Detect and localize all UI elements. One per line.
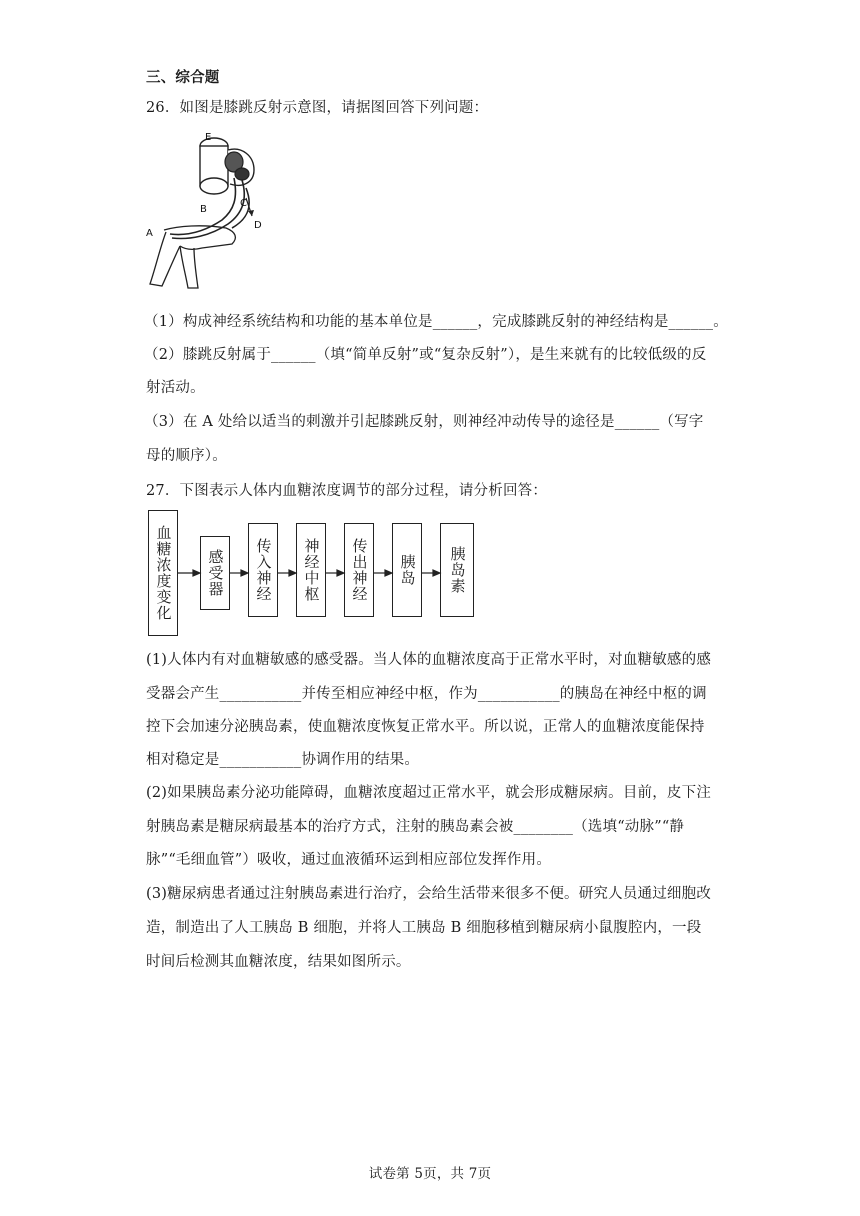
flow-box-pancreatic-islet: 胰岛 <box>392 523 422 617</box>
blood-sugar-regulation-flow <box>146 508 476 638</box>
flow-box-insulin: 胰岛素 <box>440 523 474 617</box>
q27-part1-line4: 相对稳定是___________协调作用的结果。 <box>146 752 420 768</box>
figure-label-a: A <box>146 228 153 239</box>
q27-part2-line2: 射胰岛素是糖尿病最基本的治疗方式，注射的胰岛素会被________（选填“动脉”“静 <box>146 819 685 835</box>
figure-label-b: B <box>200 204 207 215</box>
q26-part3-line1: （3）在 A 处给以适当的刺激并引起膝跳反射，则神经冲动传导的途径是______（写字 <box>144 414 704 430</box>
q27-part3-line1: (3)糖尿病患者通过注射胰岛素进行治疗，会给生活带来很多不便。研究人员通过细胞改 <box>146 886 712 902</box>
figure-label-c: C <box>240 198 247 209</box>
q27-part3-line3: 时间后检测其血糖浓度，结果如图所示。 <box>146 954 411 970</box>
figure-label-e: E <box>205 132 212 143</box>
q27-part1-line3: 控下会加速分泌胰岛素，使血糖浓度恢复正常水平。所以说，正常人的血糖浓度能保持 <box>146 719 705 735</box>
page-footer: 试卷第 5页，共 7页 <box>368 1166 492 1182</box>
question-27-stem: 27．下图表示人体内血糖浓度调节的部分过程，请分析回答： <box>146 483 548 499</box>
flow-box-receptor: 感受器 <box>200 536 230 610</box>
flow-box-efferent-nerve: 传出神经 <box>344 523 374 617</box>
q26-part2-line2: 射活动。 <box>146 380 205 396</box>
section-title: 三、综合题 <box>146 69 220 86</box>
question-26-stem: 26．如图是膝跳反射示意图，请据图回答下列问题： <box>146 100 489 116</box>
q26-part1: （1）构成神经系统结构和功能的基本单位是______，完成膝跳反射的神经结构是______。 <box>144 314 728 330</box>
flow-box-nerve-center: 神经中枢 <box>296 523 326 617</box>
knee-jerk-reflex-figure <box>142 128 282 293</box>
flow-box-afferent-nerve: 传入神经 <box>248 523 278 617</box>
q27-part2-line3: 脉”“毛细血管”）吸收，通过血液循环运到相应部位发挥作用。 <box>146 852 552 868</box>
q27-part2-line1: (2)如果胰岛素分泌功能障碍，血糖浓度超过正常水平，就会形成糖尿病。目前，皮下注 <box>146 785 712 801</box>
figure-label-d: D <box>254 220 262 231</box>
q27-part1-line2: 受器会产生___________并传至相应神经中枢，作为___________的胰岛在神经中枢的调 <box>146 686 707 702</box>
q27-part1-line1: (1)人体内有对血糖敏感的感受器。当人体的血糖浓度高于正常水平时，对血糖敏感的感 <box>146 652 712 668</box>
flow-arrows <box>146 508 476 638</box>
q27-part3-line2: 造，制造出了人工胰岛 B 细胞，并将人工胰岛 B 细胞移植到糖尿病小鼠腹腔内，一段 <box>146 920 702 936</box>
q26-part3-line2: 母的顺序）。 <box>146 448 227 464</box>
flow-box-blood-sugar-change: 血糖浓度变化 <box>148 510 178 636</box>
q26-part2-line1: （2）膝跳反射属于______（填“简单反射”或“复杂反射”），是生来就有的比较低级的反 <box>144 347 707 363</box>
